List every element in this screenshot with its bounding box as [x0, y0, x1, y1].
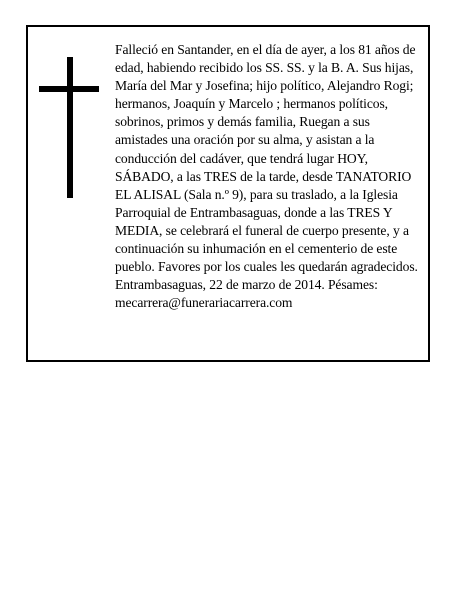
cross-horizontal-bar	[39, 86, 99, 92]
obituary-closing: Entrambasaguas, 22 de marzo de 2014. Pésames: mecarrera@funerariacarrera.com	[115, 277, 378, 311]
obituary-notice	[26, 25, 430, 362]
obituary-body: Falleció en Santander, en el día de ayer, a los 81 años de edad, habiendo recibido los SS. SS. y la B. A. Sus hijas, María del Mar y Josefina; hijo político, Alejandro Rogi; hermanos, Joaquín y Marcelo ; hermanos políticos, sobrinos, primos y demás familia, Ruegan a sus amistades una oración por su alma, y asistan a la conducción del cadáver, que tendrá lugar HOY, SÁBADO, a las TRES de la tarde, desde TANATORIO EL ALISAL (Sala n.º 9), para su traslado, a la Iglesia Parroquial de Entrambasaguas, donde a las TRES Y MEDIA, se celebrará el funeral de cuerpo presente, y a continuación su inhumación en el cementerio de este pueblo. Favores por los cuales les quedarán agradecidos.	[115, 42, 418, 275]
obituary-text	[115, 41, 423, 312]
cross-vertical-bar	[67, 57, 73, 198]
